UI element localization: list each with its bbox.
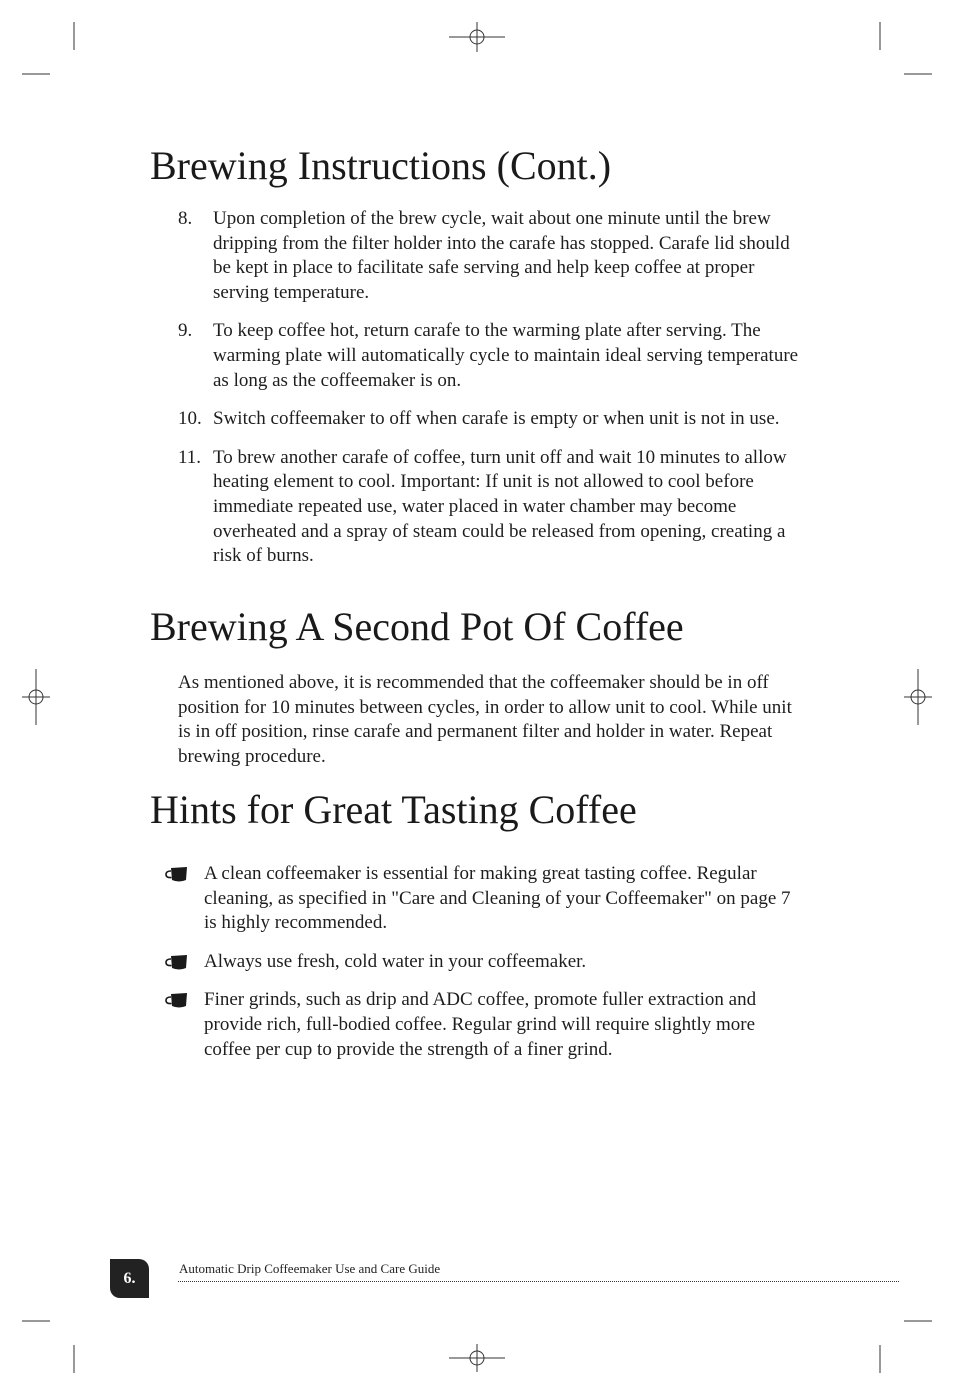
coffee-cup-icon [165, 992, 189, 1009]
step-text: To brew another carafe of coffee, turn unit off and wait 10 minutes to allow heating element to cool. Important: If unit is not allowed to cool before immediate repeated use, water placed in water chamber may become overheated and a spray of steam could be released from opening, creating a risk of burns. [213, 446, 787, 567]
coffee-cup-icon [165, 954, 189, 971]
list-item [178, 207, 808, 305]
hints-list [165, 862, 805, 1076]
page-number-badge [110, 1259, 149, 1298]
second-pot-paragraph: As mentioned above, it is recommended that the coffeemaker should be in off position for 10 minutes between cycles, in order to allow unit to cool. While unit is in off position, rinse carafe and permanent filter and holder in water. Repeat brewing procedure. [178, 672, 792, 767]
step-number: 11. [178, 446, 202, 468]
hint-text: Finer grinds, such as drip and ADC coffee, promote fuller extraction and provide rich, full-bodied coffee. Regular grind will require slightly more coffee per cup to provide the strength of a finer grind. [204, 989, 757, 1060]
brewing-steps-list [178, 207, 808, 583]
list-item [165, 862, 805, 936]
step-number: 8. [178, 208, 193, 229]
registration-mark-left [22, 669, 50, 725]
list-item [165, 988, 805, 1062]
list-item [165, 950, 805, 975]
registration-mark-bottom [449, 1344, 505, 1372]
step-text: Switch coffeemaker to off when carafe is empty or when unit is not in use. [213, 408, 780, 430]
registration-mark-top [449, 22, 505, 52]
hint-text: A clean coffeemaker is essential for making great tasting coffee. Regular cleaning, as specified in "Care and Cleaning of your Coffeemaker" on page 7 is highly recommended. [204, 863, 791, 934]
step-number: 10. [178, 408, 202, 430]
list-item [178, 407, 808, 432]
coffee-cup-icon [165, 866, 189, 883]
page-number: 6. [123, 1269, 136, 1287]
footer-guide-title: Automatic Drip Coffeemaker Use and Care Guide [179, 1261, 441, 1276]
section-title-brewing-instructions: Brewing Instructions (Cont.) [150, 143, 612, 188]
step-number: 9. [178, 320, 193, 342]
footer-dotted-rule [178, 1281, 899, 1282]
section-title-hints: Hints for Great Tasting Coffee [150, 787, 637, 832]
step-text: To keep coffee hot, return carafe to the warming plate after serving. The warming plate will automatically cycle to maintain ideal serving temperature as long as the coffeemaker is on. [213, 320, 799, 391]
list-item [178, 446, 808, 569]
list-item [178, 319, 808, 393]
step-text: Upon completion of the brew cycle, wait about one minute until the brew dripping from the filter holder into the carafe has stopped. Carafe lid should be kept in place to facilitate safe serving and help keep coffee at proper serving temperature. [213, 208, 790, 303]
registration-mark-right [904, 669, 932, 725]
section-title-second-pot: Brewing A Second Pot Of Coffee [150, 604, 684, 649]
hint-text: Always use fresh, cold water in your coffeemaker. [204, 950, 587, 972]
